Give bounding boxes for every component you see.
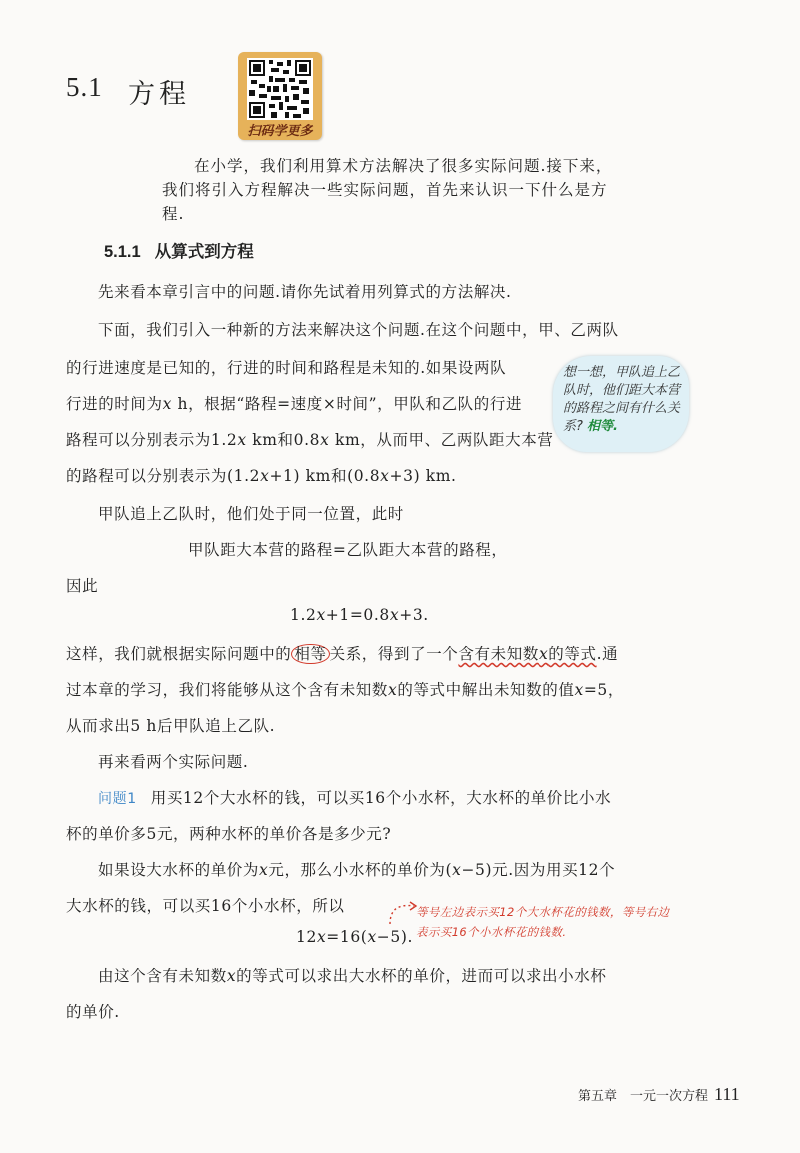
circled-word: 相等 [291, 644, 329, 664]
variable-x: x [574, 681, 584, 699]
text-run: 过本章的学习，我们将能够从这个含有未知数 [66, 681, 389, 699]
text-run: 含有未知数 [458, 645, 539, 663]
text-run: 关系，得到了一个 [329, 645, 459, 663]
problem-1-line [98, 786, 611, 808]
variable-x: x [452, 861, 462, 879]
margin-annotation [416, 902, 736, 942]
intro-line: 我们将引入方程解决一些实际问题，首先来认识一下什么是方 [162, 181, 608, 199]
variable-x: x [380, 467, 390, 485]
variable-x: x [260, 467, 270, 485]
section-heading-title: 从算式到方程 [154, 242, 254, 261]
text-run: 的等式 [548, 645, 597, 663]
text-run: 12 [296, 928, 317, 946]
section-heading-number: 5.1.1 [104, 243, 141, 261]
text-run: −5). [376, 928, 414, 946]
problem-label: 问题1 [98, 791, 137, 807]
body-line: 大水杯的钱，可以买16个小水杯，所以 [66, 897, 345, 915]
body-line [98, 858, 615, 880]
body-line: 从而求出5 h后甲队追上乙队. [66, 717, 276, 735]
text-run: .通 [596, 645, 619, 663]
body-line [66, 464, 457, 486]
text-run: 1.2 [290, 606, 317, 624]
text-run: =5， [583, 681, 624, 699]
body-line: 杯的单价多5元，两种水杯的单价各是多少元? [66, 825, 392, 843]
variable-x: x [320, 431, 330, 449]
intro-line: 在小学，我们利用算术方法解决了很多实际问题.接下来， [194, 157, 613, 175]
body-line: 因此 [66, 577, 99, 595]
text-run: 元，那么小水杯的单价为( [268, 861, 453, 879]
body-line [66, 678, 624, 700]
text-run: =16( [326, 928, 368, 946]
section-heading [104, 238, 254, 262]
qr-label: 扫码学更多 [247, 124, 313, 139]
thought-bubble [553, 356, 689, 452]
annotation-line: 等号左边表示买12个大水杯花的钱数，等号右边 [416, 905, 670, 919]
equation-1 [290, 606, 429, 624]
annotation-line: 表示买16个小水杯花的钱数. [416, 925, 567, 939]
bubble-question: 想一想，甲队追上乙队时，他们距大本营的路程之间有什么关系? [563, 365, 681, 434]
text-run: 这样，我们就根据实际问题中的 [66, 645, 292, 663]
variable-x: x [388, 681, 398, 699]
qr-code-icon [247, 58, 313, 120]
text-run: 用买12个大水杯的钱，可以买16个小水杯，大水杯的单价比小水 [150, 789, 612, 807]
text-run: 行进的时间为 [66, 395, 163, 413]
variable-x: x [367, 928, 377, 946]
text-run: 的路程可以分别表示为(1.2 [66, 467, 261, 485]
text-run: −5)元.因为用买12个 [461, 861, 616, 879]
variable-x: x [389, 606, 400, 624]
page-title: 方程 [128, 79, 190, 110]
variable-x: x [259, 861, 269, 879]
body-line: 甲队距大本营的路程=乙队距大本营的路程， [188, 541, 508, 559]
body-line [66, 428, 553, 450]
intro-line: 程. [162, 205, 185, 223]
text-run: 路程可以分别表示为1.2 [66, 431, 238, 449]
bubble-text [563, 364, 687, 436]
body-line: 的行进速度是已知的，行进的时间和路程是未知的.如果设两队 [66, 359, 507, 377]
body-line: 再来看两个实际问题. [98, 753, 249, 771]
body-line [66, 392, 522, 414]
page-number: 111 [714, 1084, 740, 1104]
text-run: +3. [399, 606, 429, 624]
text-run: 的等式可以求出大水杯的单价，进而可以求出小水杯 [236, 967, 607, 985]
text-run: +1=0.8 [325, 606, 390, 624]
intro-paragraph [162, 154, 640, 226]
variable-x: x [237, 431, 247, 449]
chapter-label: 第五章 一元一次方程 [578, 1089, 709, 1104]
variable-x: x [316, 606, 326, 624]
text-run: +3) km. [389, 467, 457, 485]
bubble-answer: 相等. [587, 419, 618, 434]
text-run: km和0.8 [246, 431, 321, 449]
equation-2 [296, 928, 413, 946]
text-run: 的等式中解出未知数的值 [397, 681, 575, 699]
body-line: 先来看本章引言中的问题.请你先试着用列算式的方法解决. [98, 283, 512, 301]
page-footer [578, 1084, 740, 1105]
text-run: 如果设大水杯的单价为 [98, 861, 260, 879]
text-run: h，根据“路程=速度×时间”，甲队和乙队的行进 [171, 395, 523, 413]
section-number: 5.1 [66, 72, 103, 102]
text-run: +1) km和(0.8 [269, 467, 381, 485]
variable-x: x [316, 928, 327, 946]
dotted-arrow-icon [386, 898, 420, 928]
text-run: 由这个含有未知数 [98, 967, 227, 985]
variable-x: x [538, 645, 549, 663]
wavy-underlined-phrase [458, 645, 596, 663]
variable-x: x [226, 967, 237, 985]
body-line: 下面，我们引入一种新的方法来解决这个问题.在这个问题中，甲、乙两队 [98, 321, 619, 339]
body-line [66, 642, 618, 664]
body-line: 甲队追上乙队时，他们处于同一位置，此时 [98, 505, 404, 523]
qr-code-card[interactable] [238, 52, 322, 140]
body-line: 的单价. [66, 1003, 120, 1021]
text-run: km，从而甲、乙两队距大本营 [329, 431, 554, 449]
body-line [98, 964, 606, 986]
variable-x: x [162, 395, 172, 413]
